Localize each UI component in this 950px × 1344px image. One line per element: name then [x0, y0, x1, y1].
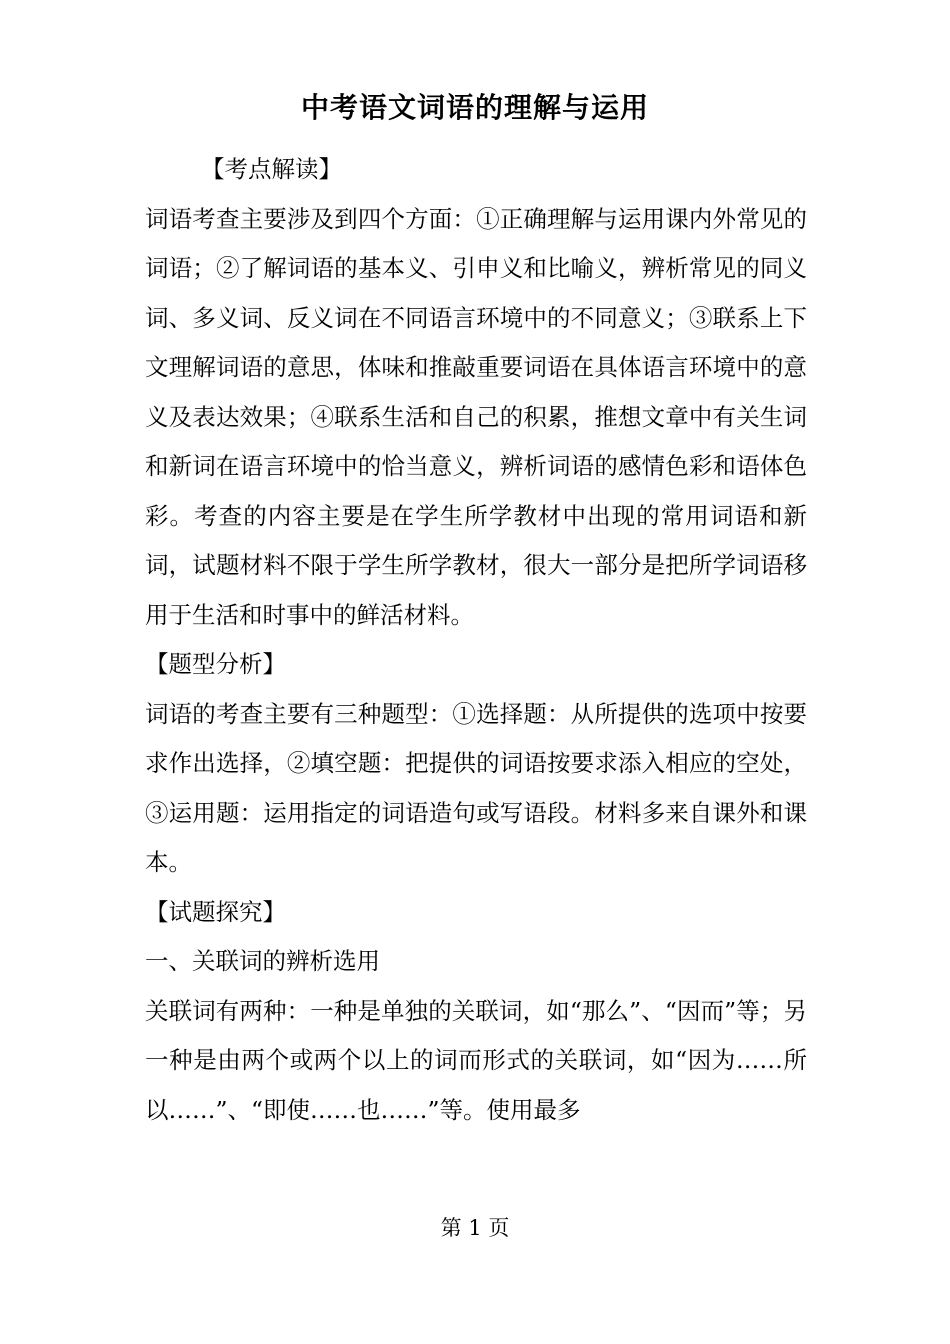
- section-heading-shiti: 【试题探究】: [145, 897, 286, 926]
- paragraph-kaodian: 词语考查主要涉及到四个方面：①正确理解与运用课内外常见的词语；②了解词语的基本义、引申义和比喻义，辨析常见的同义词、多义词、反义词在不同语言环境中的不同意义；③联系上下文理解词语的意思，体味和推敲重要词语在具体语言环境中的意义及表达效果；④联系生活和自己的积累，推想文章中有关生词和新词在语言环境中的恰当意义，辨析词语的感情色彩和语体色彩。考查的内容主要是在学生所学教材中出现的常用词语和新词，试题材料不限于学生所学教材，很大一部分是把所学词语移用于生活和时事中的鲜活材料。: [145, 204, 807, 629]
- section-heading-tixing: 【题型分析】: [145, 650, 286, 678]
- subheading-guanlianci: 一、关联词的辨析选用: [145, 947, 380, 975]
- page-title: 中考语文词语的理解与运用: [300, 91, 649, 124]
- page-number: 第 1 页: [440, 1216, 510, 1240]
- document-body: [145, 145, 807, 1135]
- section-heading-kaodian: 【考点解读】: [201, 155, 342, 183]
- paragraph-guanlianci: 关联词有两种：一种是单独的关联词，如“那么”、“因而”等；另一种是由两个或两个以上的词而形式的关联词，如“因为……所以……”、“即使……也……”等。使用最多: [145, 996, 807, 1124]
- paragraph-tixing: 词语的考查主要有三种题型：①选择题：从所提供的选项中按要求作出选择，②填空题：把提供的词语按要求添入相应的空处，③运用题：运用指定的词语造句或写语段。材料多来自课外和课本。: [145, 699, 807, 876]
